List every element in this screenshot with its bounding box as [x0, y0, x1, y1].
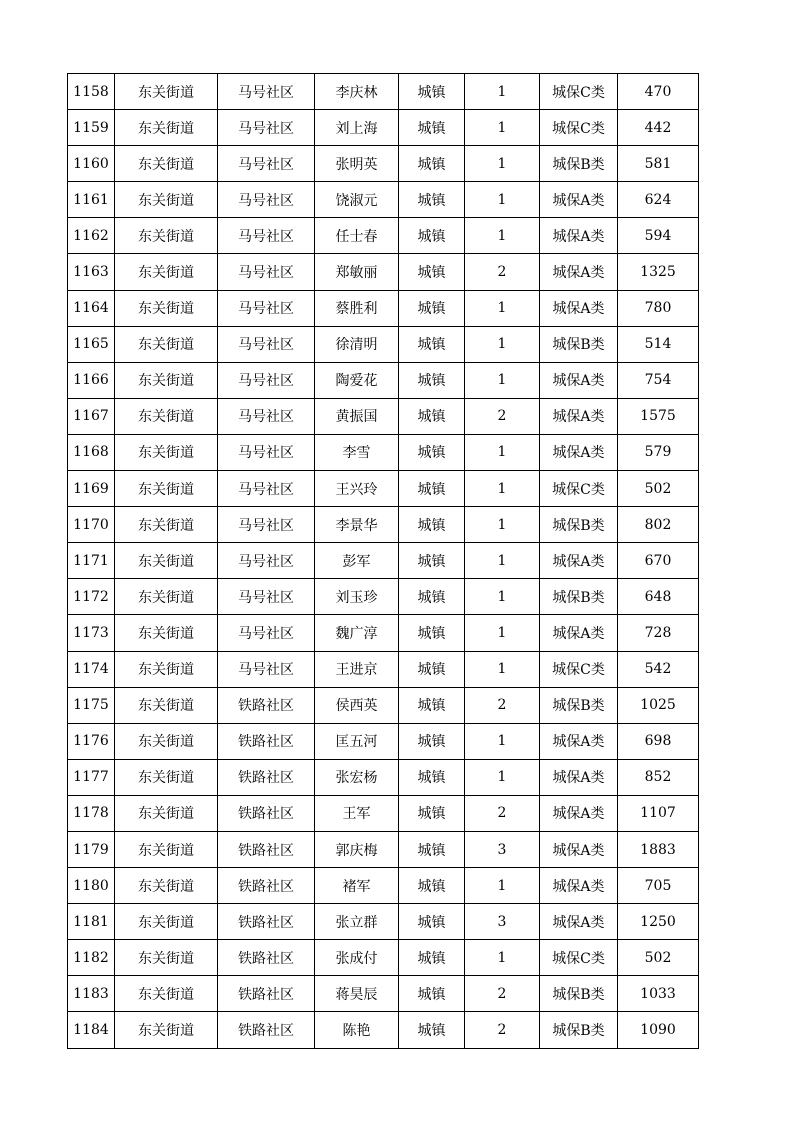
table-row — [68, 326, 699, 362]
area-type-cell: 城镇 — [399, 362, 465, 398]
category-cell: 城保B类 — [540, 687, 618, 723]
subdistrict-cell: 东关街道 — [115, 795, 218, 831]
category-cell: 城保A类 — [540, 398, 618, 434]
serial-number-cell: 1170 — [68, 507, 115, 543]
table-row — [68, 507, 699, 543]
serial-number-cell: 1166 — [68, 362, 115, 398]
area-type-cell: 城镇 — [399, 507, 465, 543]
roster-body — [68, 74, 699, 1049]
community-cell: 马号社区 — [218, 326, 315, 362]
roster-table — [67, 73, 699, 1049]
category-cell: 城保A类 — [540, 615, 618, 651]
category-cell: 城保B类 — [540, 146, 618, 182]
household-size-cell: 1 — [465, 218, 540, 254]
name-cell: 褚军 — [315, 868, 399, 904]
table-row — [68, 182, 699, 218]
subdistrict-cell: 东关街道 — [115, 182, 218, 218]
area-type-cell: 城镇 — [399, 218, 465, 254]
amount-cell: 542 — [618, 651, 699, 687]
area-type-cell: 城镇 — [399, 471, 465, 507]
name-cell: 刘玉珍 — [315, 579, 399, 615]
community-cell: 马号社区 — [218, 182, 315, 218]
serial-number-cell: 1163 — [68, 254, 115, 290]
area-type-cell: 城镇 — [399, 615, 465, 651]
table-row — [68, 795, 699, 831]
table-row — [68, 759, 699, 795]
area-type-cell: 城镇 — [399, 74, 465, 110]
subdistrict-cell: 东关街道 — [115, 74, 218, 110]
name-cell: 徐清明 — [315, 326, 399, 362]
serial-number-cell: 1184 — [68, 1012, 115, 1048]
serial-number-cell: 1178 — [68, 795, 115, 831]
category-cell: 城保A类 — [540, 182, 618, 218]
table-row — [68, 868, 699, 904]
name-cell: 王军 — [315, 795, 399, 831]
subdistrict-cell: 东关街道 — [115, 868, 218, 904]
subdistrict-cell: 东关街道 — [115, 434, 218, 470]
name-cell: 李景华 — [315, 507, 399, 543]
amount-cell: 1325 — [618, 254, 699, 290]
name-cell: 郑敏丽 — [315, 254, 399, 290]
household-size-cell: 2 — [465, 795, 540, 831]
household-size-cell: 1 — [465, 146, 540, 182]
household-size-cell: 1 — [465, 471, 540, 507]
community-cell: 马号社区 — [218, 362, 315, 398]
subdistrict-cell: 东关街道 — [115, 940, 218, 976]
category-cell: 城保A类 — [540, 254, 618, 290]
subdistrict-cell: 东关街道 — [115, 254, 218, 290]
serial-number-cell: 1160 — [68, 146, 115, 182]
area-type-cell: 城镇 — [399, 543, 465, 579]
category-cell: 城保A类 — [540, 362, 618, 398]
category-cell: 城保A类 — [540, 904, 618, 940]
name-cell: 黄振国 — [315, 398, 399, 434]
serial-number-cell: 1159 — [68, 110, 115, 146]
subdistrict-cell: 东关街道 — [115, 362, 218, 398]
household-size-cell: 1 — [465, 759, 540, 795]
category-cell: 城保A类 — [540, 218, 618, 254]
area-type-cell: 城镇 — [399, 398, 465, 434]
household-size-cell: 1 — [465, 326, 540, 362]
category-cell: 城保C类 — [540, 471, 618, 507]
amount-cell: 470 — [618, 74, 699, 110]
community-cell: 马号社区 — [218, 74, 315, 110]
subdistrict-cell: 东关街道 — [115, 579, 218, 615]
category-cell: 城保C类 — [540, 110, 618, 146]
amount-cell: 514 — [618, 326, 699, 362]
table-row — [68, 615, 699, 651]
community-cell: 铁路社区 — [218, 868, 315, 904]
table-row — [68, 940, 699, 976]
subdistrict-cell: 东关街道 — [115, 471, 218, 507]
area-type-cell: 城镇 — [399, 831, 465, 867]
subdistrict-cell: 东关街道 — [115, 759, 218, 795]
household-size-cell: 1 — [465, 507, 540, 543]
table-row — [68, 218, 699, 254]
community-cell: 铁路社区 — [218, 831, 315, 867]
serial-number-cell: 1165 — [68, 326, 115, 362]
category-cell: 城保A类 — [540, 868, 618, 904]
table-row — [68, 831, 699, 867]
amount-cell: 581 — [618, 146, 699, 182]
amount-cell: 1575 — [618, 398, 699, 434]
table-row — [68, 1012, 699, 1048]
area-type-cell: 城镇 — [399, 254, 465, 290]
community-cell: 铁路社区 — [218, 904, 315, 940]
community-cell: 马号社区 — [218, 579, 315, 615]
community-cell: 铁路社区 — [218, 687, 315, 723]
serial-number-cell: 1176 — [68, 723, 115, 759]
category-cell: 城保B类 — [540, 507, 618, 543]
area-type-cell: 城镇 — [399, 290, 465, 326]
name-cell: 蔡胜利 — [315, 290, 399, 326]
name-cell: 李雪 — [315, 434, 399, 470]
community-cell: 铁路社区 — [218, 759, 315, 795]
household-size-cell: 1 — [465, 434, 540, 470]
household-size-cell: 1 — [465, 182, 540, 218]
table-row — [68, 398, 699, 434]
category-cell: 城保B类 — [540, 579, 618, 615]
category-cell: 城保C类 — [540, 940, 618, 976]
community-cell: 马号社区 — [218, 146, 315, 182]
amount-cell: 802 — [618, 507, 699, 543]
household-size-cell: 1 — [465, 723, 540, 759]
name-cell: 张成付 — [315, 940, 399, 976]
area-type-cell: 城镇 — [399, 723, 465, 759]
table-row — [68, 651, 699, 687]
community-cell: 马号社区 — [218, 398, 315, 434]
amount-cell: 780 — [618, 290, 699, 326]
serial-number-cell: 1181 — [68, 904, 115, 940]
area-type-cell: 城镇 — [399, 904, 465, 940]
name-cell: 魏广淳 — [315, 615, 399, 651]
amount-cell: 852 — [618, 759, 699, 795]
category-cell: 城保A类 — [540, 831, 618, 867]
subdistrict-cell: 东关街道 — [115, 543, 218, 579]
amount-cell: 579 — [618, 434, 699, 470]
community-cell: 铁路社区 — [218, 795, 315, 831]
serial-number-cell: 1173 — [68, 615, 115, 651]
area-type-cell: 城镇 — [399, 687, 465, 723]
community-cell: 铁路社区 — [218, 940, 315, 976]
amount-cell: 754 — [618, 362, 699, 398]
name-cell: 陈艳 — [315, 1012, 399, 1048]
table-row — [68, 687, 699, 723]
community-cell: 马号社区 — [218, 218, 315, 254]
name-cell: 李庆林 — [315, 74, 399, 110]
subdistrict-cell: 东关街道 — [115, 651, 218, 687]
household-size-cell: 1 — [465, 579, 540, 615]
community-cell: 马号社区 — [218, 254, 315, 290]
area-type-cell: 城镇 — [399, 795, 465, 831]
name-cell: 彭军 — [315, 543, 399, 579]
amount-cell: 624 — [618, 182, 699, 218]
area-type-cell: 城镇 — [399, 146, 465, 182]
subdistrict-cell: 东关街道 — [115, 507, 218, 543]
subdistrict-cell: 东关街道 — [115, 398, 218, 434]
serial-number-cell: 1164 — [68, 290, 115, 326]
community-cell: 马号社区 — [218, 471, 315, 507]
category-cell: 城保A类 — [540, 290, 618, 326]
household-size-cell: 3 — [465, 904, 540, 940]
amount-cell: 502 — [618, 940, 699, 976]
area-type-cell: 城镇 — [399, 434, 465, 470]
amount-cell: 1025 — [618, 687, 699, 723]
subdistrict-cell: 东关街道 — [115, 615, 218, 651]
serial-number-cell: 1169 — [68, 471, 115, 507]
household-size-cell: 1 — [465, 290, 540, 326]
amount-cell: 1250 — [618, 904, 699, 940]
serial-number-cell: 1174 — [68, 651, 115, 687]
table-row — [68, 146, 699, 182]
table-row — [68, 254, 699, 290]
household-size-cell: 1 — [465, 868, 540, 904]
table-row — [68, 723, 699, 759]
amount-cell: 1883 — [618, 831, 699, 867]
community-cell: 铁路社区 — [218, 976, 315, 1012]
household-size-cell: 1 — [465, 543, 540, 579]
community-cell: 铁路社区 — [218, 1012, 315, 1048]
community-cell: 铁路社区 — [218, 723, 315, 759]
community-cell: 马号社区 — [218, 110, 315, 146]
community-cell: 马号社区 — [218, 615, 315, 651]
household-size-cell: 1 — [465, 651, 540, 687]
area-type-cell: 城镇 — [399, 579, 465, 615]
subdistrict-cell: 东关街道 — [115, 904, 218, 940]
subdistrict-cell: 东关街道 — [115, 723, 218, 759]
household-size-cell: 1 — [465, 362, 540, 398]
table-row — [68, 579, 699, 615]
serial-number-cell: 1171 — [68, 543, 115, 579]
serial-number-cell: 1172 — [68, 579, 115, 615]
amount-cell: 502 — [618, 471, 699, 507]
category-cell: 城保A类 — [540, 434, 618, 470]
area-type-cell: 城镇 — [399, 182, 465, 218]
serial-number-cell: 1180 — [68, 868, 115, 904]
subdistrict-cell: 东关街道 — [115, 146, 218, 182]
serial-number-cell: 1161 — [68, 182, 115, 218]
amount-cell: 705 — [618, 868, 699, 904]
table-row — [68, 904, 699, 940]
serial-number-cell: 1175 — [68, 687, 115, 723]
amount-cell: 1033 — [618, 976, 699, 1012]
amount-cell: 1107 — [618, 795, 699, 831]
category-cell: 城保B类 — [540, 326, 618, 362]
household-size-cell: 1 — [465, 110, 540, 146]
name-cell: 侯西英 — [315, 687, 399, 723]
category-cell: 城保A类 — [540, 543, 618, 579]
community-cell: 马号社区 — [218, 290, 315, 326]
subdistrict-cell: 东关街道 — [115, 831, 218, 867]
table-row — [68, 471, 699, 507]
amount-cell: 442 — [618, 110, 699, 146]
name-cell: 饶淑元 — [315, 182, 399, 218]
amount-cell: 670 — [618, 543, 699, 579]
community-cell: 马号社区 — [218, 434, 315, 470]
name-cell: 张明英 — [315, 146, 399, 182]
amount-cell: 594 — [618, 218, 699, 254]
subdistrict-cell: 东关街道 — [115, 687, 218, 723]
name-cell: 王进京 — [315, 651, 399, 687]
subdistrict-cell: 东关街道 — [115, 110, 218, 146]
name-cell: 王兴玲 — [315, 471, 399, 507]
name-cell: 匡五河 — [315, 723, 399, 759]
serial-number-cell: 1179 — [68, 831, 115, 867]
area-type-cell: 城镇 — [399, 110, 465, 146]
table-row — [68, 543, 699, 579]
household-size-cell: 2 — [465, 254, 540, 290]
serial-number-cell: 1167 — [68, 398, 115, 434]
subdistrict-cell: 东关街道 — [115, 976, 218, 1012]
serial-number-cell: 1162 — [68, 218, 115, 254]
table-row — [68, 74, 699, 110]
serial-number-cell: 1182 — [68, 940, 115, 976]
category-cell: 城保A类 — [540, 759, 618, 795]
name-cell: 刘上海 — [315, 110, 399, 146]
household-size-cell: 1 — [465, 615, 540, 651]
serial-number-cell: 1177 — [68, 759, 115, 795]
table-row — [68, 362, 699, 398]
area-type-cell: 城镇 — [399, 1012, 465, 1048]
community-cell: 马号社区 — [218, 507, 315, 543]
area-type-cell: 城镇 — [399, 759, 465, 795]
amount-cell: 698 — [618, 723, 699, 759]
household-size-cell: 1 — [465, 940, 540, 976]
category-cell: 城保A类 — [540, 723, 618, 759]
category-cell: 城保C类 — [540, 74, 618, 110]
household-size-cell: 3 — [465, 831, 540, 867]
household-size-cell: 2 — [465, 1012, 540, 1048]
name-cell: 张宏杨 — [315, 759, 399, 795]
community-cell: 马号社区 — [218, 651, 315, 687]
household-size-cell: 2 — [465, 398, 540, 434]
household-size-cell: 1 — [465, 74, 540, 110]
name-cell: 蒋昊辰 — [315, 976, 399, 1012]
category-cell: 城保B类 — [540, 1012, 618, 1048]
amount-cell: 648 — [618, 579, 699, 615]
serial-number-cell: 1168 — [68, 434, 115, 470]
subdistrict-cell: 东关街道 — [115, 326, 218, 362]
amount-cell: 1090 — [618, 1012, 699, 1048]
area-type-cell: 城镇 — [399, 868, 465, 904]
subdistrict-cell: 东关街道 — [115, 218, 218, 254]
name-cell: 郭庆梅 — [315, 831, 399, 867]
amount-cell: 728 — [618, 615, 699, 651]
serial-number-cell: 1158 — [68, 74, 115, 110]
household-size-cell: 2 — [465, 976, 540, 1012]
area-type-cell: 城镇 — [399, 326, 465, 362]
serial-number-cell: 1183 — [68, 976, 115, 1012]
subdistrict-cell: 东关街道 — [115, 1012, 218, 1048]
category-cell: 城保C类 — [540, 651, 618, 687]
table-row — [68, 290, 699, 326]
category-cell: 城保A类 — [540, 795, 618, 831]
name-cell: 陶爱花 — [315, 362, 399, 398]
area-type-cell: 城镇 — [399, 976, 465, 1012]
household-size-cell: 2 — [465, 687, 540, 723]
category-cell: 城保B类 — [540, 976, 618, 1012]
area-type-cell: 城镇 — [399, 651, 465, 687]
subdistrict-cell: 东关街道 — [115, 290, 218, 326]
table-row — [68, 434, 699, 470]
name-cell: 张立群 — [315, 904, 399, 940]
table-row — [68, 976, 699, 1012]
table-row — [68, 110, 699, 146]
community-cell: 马号社区 — [218, 543, 315, 579]
area-type-cell: 城镇 — [399, 940, 465, 976]
name-cell: 任士春 — [315, 218, 399, 254]
